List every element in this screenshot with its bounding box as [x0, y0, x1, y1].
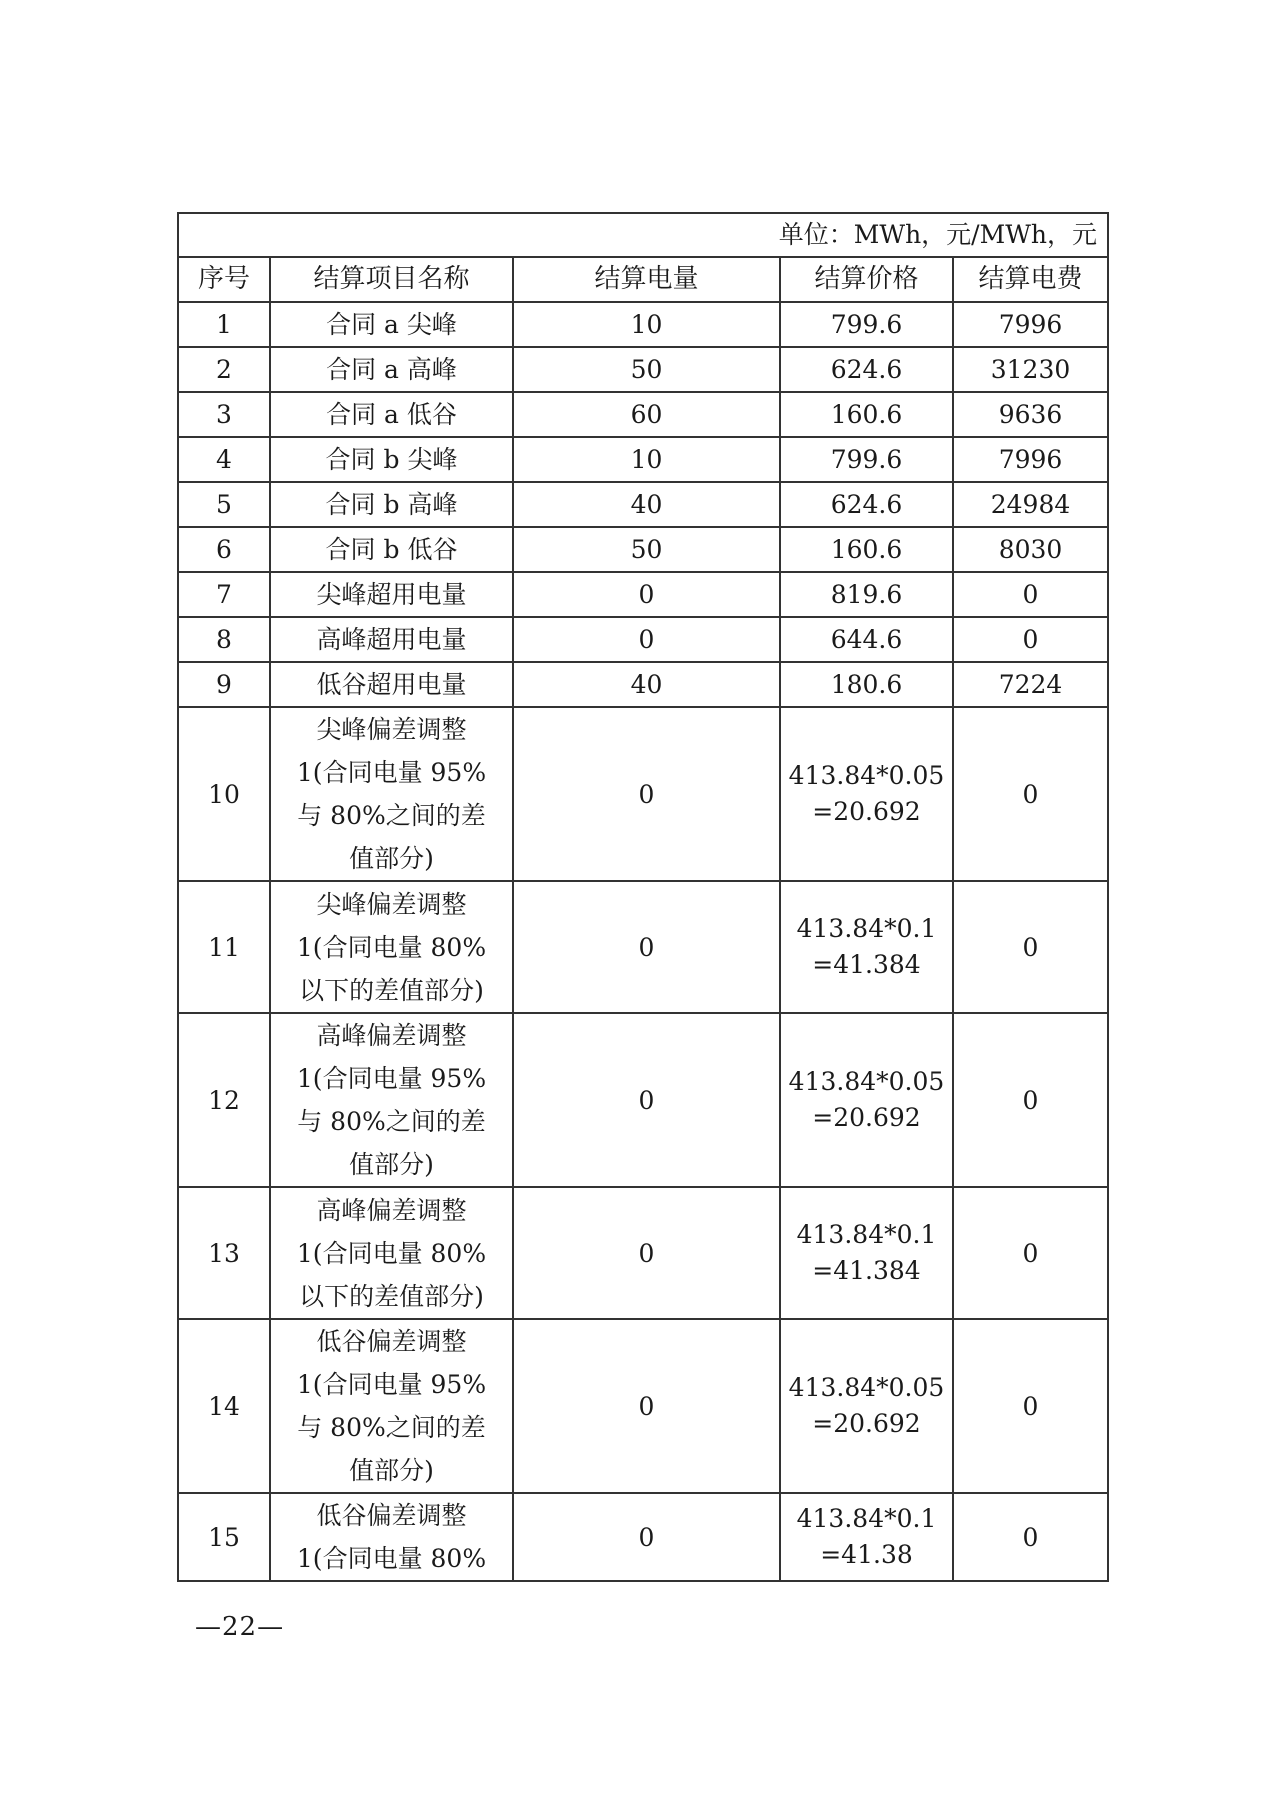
price-cell: [780, 881, 953, 1013]
item-name-line: 1(合同电量 95%: [296, 758, 487, 787]
item-name-line: 1(合同电量 95%: [296, 1370, 487, 1399]
item-name-cell: [270, 482, 513, 527]
header-cell-name: 结算项目名称: [270, 257, 513, 302]
row-number-cell: 9: [178, 662, 270, 707]
item-name-line: 与 80%之间的差: [297, 1107, 486, 1136]
item-name-line: 低谷偏差调整: [316, 1501, 467, 1530]
price-line: =20.692: [812, 1409, 921, 1438]
settlement-table: [177, 212, 1109, 1582]
table-row: [178, 1319, 1108, 1493]
fee-cell: 0: [953, 1187, 1108, 1319]
price-line: 819.6: [830, 580, 903, 609]
item-name-line: 合同 b 低谷: [325, 535, 458, 564]
row-number-cell: 14: [178, 1319, 270, 1493]
fee-cell: 0: [953, 1319, 1108, 1493]
item-name-line: 值部分): [349, 1456, 434, 1485]
price-line: 160.6: [830, 535, 903, 564]
row-number-cell: 5: [178, 482, 270, 527]
price-cell: [780, 527, 953, 572]
item-name-cell: [270, 707, 513, 881]
item-name-cell: [270, 347, 513, 392]
row-number-cell: 11: [178, 881, 270, 1013]
item-name-line: 合同 a 尖峰: [326, 310, 457, 339]
price-cell: [780, 437, 953, 482]
quantity-cell: 0: [513, 1493, 780, 1581]
quantity-cell: 10: [513, 437, 780, 482]
quantity-cell: 0: [513, 572, 780, 617]
price-line: =41.384: [812, 1256, 921, 1285]
header-cell-no: 序号: [178, 257, 270, 302]
quantity-cell: 0: [513, 881, 780, 1013]
table-row: [178, 302, 1108, 347]
fee-cell: 7996: [953, 437, 1108, 482]
item-name-line: 合同 b 尖峰: [325, 445, 458, 474]
row-number-cell: 13: [178, 1187, 270, 1319]
item-name-line: 与 80%之间的差: [297, 1413, 486, 1442]
price-cell: [780, 347, 953, 392]
quantity-cell: 10: [513, 302, 780, 347]
price-line: 413.84*0.1: [796, 1504, 937, 1533]
item-name-line: 高峰超用电量: [316, 625, 467, 654]
fee-cell: 31230: [953, 347, 1108, 392]
item-name-line: 1(合同电量 95%: [296, 1064, 487, 1093]
row-number-cell: 4: [178, 437, 270, 482]
item-name-cell: [270, 1493, 513, 1581]
quantity-cell: 0: [513, 1319, 780, 1493]
item-name-cell: [270, 527, 513, 572]
item-name-line: 低谷偏差调整: [316, 1327, 467, 1356]
price-line: =41.384: [812, 950, 921, 979]
unit-label: 单位：MWh，元/MWh，元: [178, 213, 1108, 257]
table-row: [178, 527, 1108, 572]
price-cell: [780, 482, 953, 527]
table-row: [178, 881, 1108, 1013]
row-number-cell: 6: [178, 527, 270, 572]
item-name-cell: [270, 572, 513, 617]
price-line: 413.84*0.1: [796, 914, 937, 943]
table-body: [178, 302, 1108, 1581]
table-row: [178, 662, 1108, 707]
item-name-cell: [270, 881, 513, 1013]
table-row: [178, 707, 1108, 881]
price-line: =41.38: [820, 1540, 913, 1569]
table-row: [178, 482, 1108, 527]
price-cell: [780, 1319, 953, 1493]
price-line: 413.84*0.1: [796, 1220, 937, 1249]
price-cell: [780, 302, 953, 347]
table-row: [178, 347, 1108, 392]
price-line: 799.6: [830, 310, 903, 339]
price-line: 180.6: [830, 670, 903, 699]
table-row: [178, 1013, 1108, 1187]
fee-cell: 0: [953, 707, 1108, 881]
row-number-cell: 1: [178, 302, 270, 347]
item-name-line: 合同 a 高峰: [326, 355, 457, 384]
row-number-cell: 8: [178, 617, 270, 662]
item-name-line: 1(合同电量 80%: [296, 932, 487, 962]
item-name-line: 与 80%之间的差: [297, 801, 486, 830]
item-name-line: 尖峰偏差调整: [316, 889, 467, 919]
row-number-cell: 3: [178, 392, 270, 437]
price-line: 644.6: [830, 625, 903, 654]
table-row: [178, 392, 1108, 437]
price-cell: [780, 662, 953, 707]
header-cell-fee: 结算电费: [953, 257, 1108, 302]
price-cell: [780, 1187, 953, 1319]
quantity-cell: 40: [513, 482, 780, 527]
item-name-cell: [270, 1319, 513, 1493]
item-name-line: 高峰偏差调整: [316, 1195, 467, 1225]
header-cell-qty: 结算电量: [513, 257, 780, 302]
item-name-cell: [270, 392, 513, 437]
table-row: [178, 617, 1108, 662]
header-row: [178, 257, 1108, 302]
item-name-cell: [270, 1013, 513, 1187]
item-name-line: 合同 b 高峰: [325, 490, 458, 519]
fee-cell: 0: [953, 1013, 1108, 1187]
price-cell: [780, 572, 953, 617]
item-name-line: 高峰偏差调整: [316, 1021, 467, 1050]
price-line: 160.6: [830, 400, 903, 429]
fee-cell: 0: [953, 1493, 1108, 1581]
price-line: 413.84*0.05: [788, 1373, 945, 1402]
item-name-cell: [270, 437, 513, 482]
price-line: 413.84*0.05: [788, 1067, 945, 1096]
table-row: [178, 572, 1108, 617]
row-number-cell: 2: [178, 347, 270, 392]
quantity-cell: 40: [513, 662, 780, 707]
item-name-line: 值部分): [349, 844, 434, 873]
quantity-cell: 50: [513, 347, 780, 392]
table-row: [178, 437, 1108, 482]
price-cell: [780, 617, 953, 662]
row-number-cell: 12: [178, 1013, 270, 1187]
fee-cell: 7224: [953, 662, 1108, 707]
quantity-cell: 0: [513, 1013, 780, 1187]
price-line: =20.692: [812, 1103, 921, 1132]
row-number-cell: 7: [178, 572, 270, 617]
fee-cell: 24984: [953, 482, 1108, 527]
price-cell: [780, 392, 953, 437]
price-line: 624.6: [830, 355, 903, 384]
price-line: 413.84*0.05: [788, 761, 945, 790]
fee-cell: 9636: [953, 392, 1108, 437]
item-name-line: 1(合同电量 80%: [296, 1544, 487, 1573]
price-line: 799.6: [830, 445, 903, 474]
quantity-cell: 0: [513, 707, 780, 881]
fee-cell: 7996: [953, 302, 1108, 347]
item-name-line: 合同 a 低谷: [326, 400, 457, 429]
item-name-cell: [270, 302, 513, 347]
fee-cell: 0: [953, 617, 1108, 662]
price-cell: [780, 707, 953, 881]
fee-cell: 0: [953, 881, 1108, 1013]
price-cell: [780, 1013, 953, 1187]
row-number-cell: 15: [178, 1493, 270, 1581]
item-name-line: 尖峰超用电量: [316, 580, 467, 609]
quantity-cell: 60: [513, 392, 780, 437]
quantity-cell: 0: [513, 1187, 780, 1319]
item-name-cell: [270, 617, 513, 662]
fee-cell: 8030: [953, 527, 1108, 572]
item-name-line: 以下的差值部分): [299, 1281, 484, 1311]
item-name-cell: [270, 1187, 513, 1319]
price-line: =20.692: [812, 797, 921, 826]
item-name-line: 1(合同电量 80%: [296, 1238, 487, 1268]
item-name-line: 以下的差值部分): [299, 975, 484, 1005]
quantity-cell: 0: [513, 617, 780, 662]
table-row: [178, 1187, 1108, 1319]
item-name-line: 值部分): [349, 1150, 434, 1179]
item-name-line: 低谷超用电量: [316, 670, 467, 699]
table-row: [178, 1493, 1108, 1581]
price-cell: [780, 1493, 953, 1581]
item-name-line: 尖峰偏差调整: [316, 715, 467, 744]
fee-cell: 0: [953, 572, 1108, 617]
item-name-cell: [270, 662, 513, 707]
quantity-cell: 50: [513, 527, 780, 572]
header-cell-price: 结算价格: [780, 257, 953, 302]
row-number-cell: 10: [178, 707, 270, 881]
page-number: —22—: [195, 1612, 285, 1642]
price-line: 624.6: [830, 490, 903, 519]
